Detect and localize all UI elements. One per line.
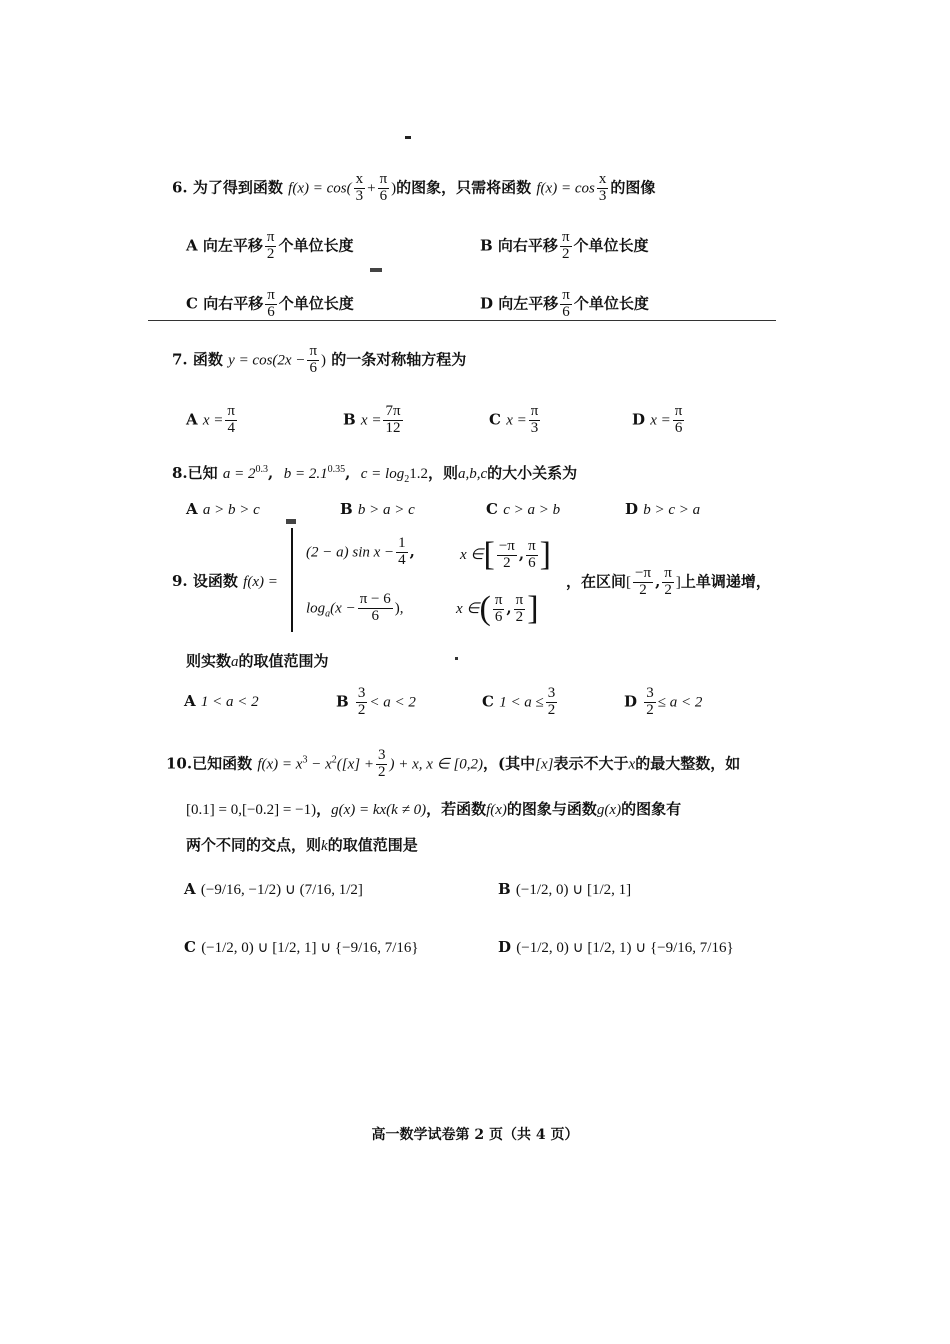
q9-piece-2-domain: x ∈( $\frac{\pi}{6}$ , $\frac{\pi}{2}$ ] <box>456 590 539 627</box>
page-footer: 高一数学试卷第 2 页（共 4 页） <box>371 1127 579 1143</box>
scan-speck <box>286 519 296 524</box>
question-10-line-3: 两个不同的交点，则k的取值范围是 <box>186 836 418 854</box>
q6-option-b: B 向右平移 $\frac{\pi}{2}$ 个单位长度 <box>480 229 649 262</box>
scan-speck <box>405 136 411 139</box>
question-6-stem: 6. 为了得到函数 f(x) = cos( $\frac{x}{3}$ + $\frac{\pi}{6}$ )的图象，只需将函数 f(x) = cos $\frac{x}{3}$ 的图像 <box>172 171 656 204</box>
q6-option-d: D 向左平移 $\frac{\pi}{6}$ 个单位长度 <box>480 287 649 320</box>
q9-option-c: C 1 < a ≤ $\frac{3}{2}$ <box>482 685 556 718</box>
q6-option-c: C 向右平移 $\frac{\pi}{6}$ 个单位长度 <box>186 287 354 320</box>
q10-option-c: C (−1/2, 0) ∪ [1/2, 1] ∪ {−9/16, 7/16} <box>184 938 419 956</box>
question-9-lead: 9. 设函数 f(x) = <box>172 572 278 590</box>
q10-option-b: B (−1/2, 0) ∪ [1/2, 1] <box>498 880 632 898</box>
q8-option-c: C c > a > b <box>486 500 561 518</box>
question-9-tail: 则实数a的取值范围为 <box>186 652 329 670</box>
q6-option-a: A 向左平移 $\frac{\pi}{2}$ 个单位长度 <box>186 229 354 262</box>
question-10-line-2: [0.1] = 0,[−0.2] = −1)，g(x) = kx(k ≠ 0)，若函数f(x)的图象与函数g(x)的图象有 <box>186 800 682 818</box>
question-8-stem: 8.已知 $a = 2^{0.3}$, $b = 2.1^{0.35}$, $c = \log_21.2$，则a,b,c的大小关系为 <box>172 464 578 485</box>
scan-speck <box>455 657 458 660</box>
piecewise-brace <box>291 528 303 632</box>
question-7-stem: 7. 函数 y = cos(2x − $\frac{\pi}{6}$ ) 的一条对称轴方程为 <box>172 343 467 376</box>
q9-interval-text: ，在区间[ $\frac{-\pi}{2}$ , $\frac{\pi}{2}$ ]上单调递增， <box>566 565 771 598</box>
q7-option-c: C x = $\frac{\pi}{3}$ <box>489 403 539 436</box>
q9-piece-1-domain: x ∈[ $\frac{-\pi}{2}$ , $\frac{\pi}{6}$ ] <box>460 536 551 573</box>
q8-option-b: B b > a > c <box>340 500 415 518</box>
scan-speck <box>370 268 382 272</box>
q9-piece-2: $\log_a(x$ − $\frac{\pi - 6}{6}$ ), <box>306 591 404 624</box>
question-10-line-1: 10.已知函数 $f(x) = x^3 - x^2([x]$ + $\frac{3}{2}$ ) + x, x ∈ [0,2)，(其中[x]表示不大于x的最大整数，如 <box>166 747 741 780</box>
q9-option-d: D $\frac{3}{2}$ ≤ a < 2 <box>624 685 703 718</box>
q9-option-a: A 1 < a < 2 <box>184 692 259 710</box>
q10-option-d: D (−1/2, 0) ∪ [1/2, 1) ∪ {−9/16, 7/16} <box>498 938 734 956</box>
q8-option-d: D b > c > a <box>625 500 701 518</box>
q9-piece-1: (2 − a) sin x − $\frac{1}{4}$ , <box>306 535 415 568</box>
q7-option-a: A x = $\frac{\pi}{4}$ <box>186 403 235 436</box>
q10-option-a: A (−9/16, −1/2) ∪ (7/16, 1/2] <box>184 880 363 898</box>
q9-option-b: B $\frac{3}{2}$ < a < 2 <box>336 685 416 718</box>
q7-option-b: B x = $\frac{7\pi}{12}$ <box>343 403 401 436</box>
q8-option-a: A a > b > c <box>186 500 260 518</box>
q7-option-d: D x = $\frac{\pi}{6}$ <box>632 403 683 436</box>
